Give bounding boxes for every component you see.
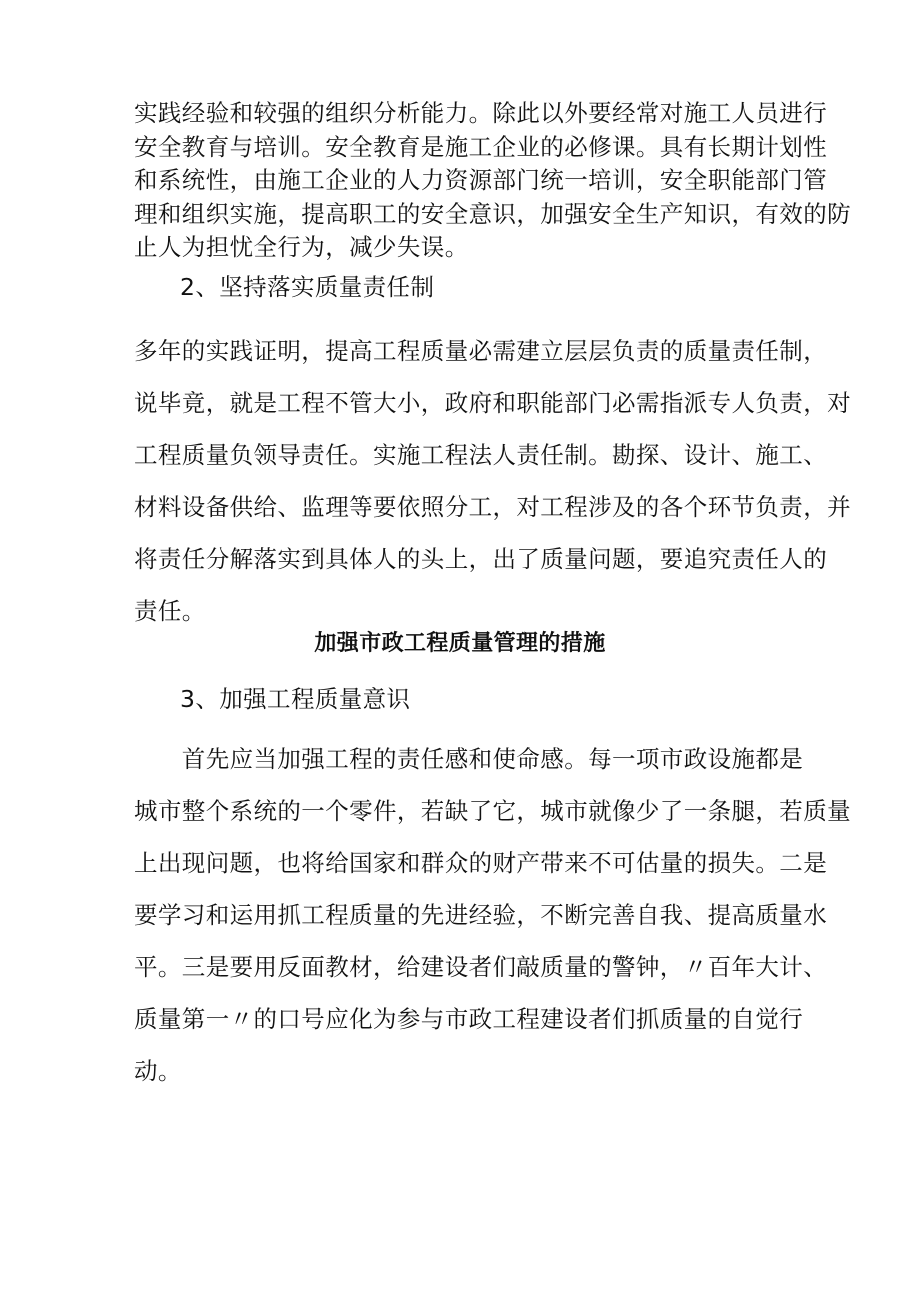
paragraph-2-line: 责任。 [134, 597, 206, 625]
section-heading-2: 2、坚持落实质量责任制 [180, 273, 435, 301]
section-title: 加强市政工程质量管理的措施 [314, 631, 606, 656]
paragraph-1-line: 和系统性，由施工企业的人力资源部门统一培训，安全职能部门管 [134, 166, 828, 194]
paragraph-2-line: 工程质量负领导责任。实施工程法人责任制。勘探、设计、施工、 [134, 441, 828, 469]
paragraph-3-line: 要学习和运用抓工程质量的先进经验，不断完善自我、提高质量水 [134, 901, 828, 929]
paragraph-2 [134, 325, 851, 637]
paragraph-3 [134, 733, 851, 1097]
paragraph-3-line: 平。三是要用反面教材，给建设者们敲质量的警钟，〃百年大计、 [134, 953, 828, 981]
paragraph-2-line: 说毕竟，就是工程不管大小，政府和职能部门必需指派专人负责，对 [134, 389, 851, 417]
paragraph-3-line: 城市整个系统的一个零件，若缺了它，城市就像少了一条腿，若质量 [134, 797, 851, 825]
paragraph-1-line: 实践经验和较强的组织分析能力。除此以外要经常对施工人员进行 [134, 99, 828, 127]
paragraph-2-line: 材料设备供给、监理等要依照分工，对工程涉及的各个环节负责，并 [134, 493, 851, 521]
paragraph-1-line: 理和组织实施，提高职工的安全意识，加强安全生产知识，有效的防 [134, 199, 851, 228]
paragraph-2-line: 将责任分解落实到具体人的头上，出了质量问题，要追究责任人的 [134, 545, 828, 573]
paragraph-3-line: 首先应当加强工程的责任感和使命感。每一项市政设施都是 [134, 745, 804, 773]
paragraph-1-line: 止人为担忧全行为，减少失误。 [134, 233, 469, 261]
paragraph-3-line: 质量第一〃的口号应化为参与市政工程建设者们抓质量的自觉行 [134, 1005, 804, 1033]
paragraph-3-line: 动。 [134, 1057, 182, 1085]
paragraph-1-line: 安全教育与培训。安全教育是施工企业的必修课。具有长期计划性 [134, 132, 828, 161]
paragraph-3-line: 上出现问题，也将给国家和群众的财产带来不可估量的损失。二是 [134, 849, 828, 877]
paragraph-2-line: 多年的实践证明，提高工程质量必需建立层层负责的质量责任制， [134, 337, 828, 365]
paragraph-1 [134, 97, 851, 265]
section-heading-3: 3、加强工程质量意识 [180, 685, 411, 713]
